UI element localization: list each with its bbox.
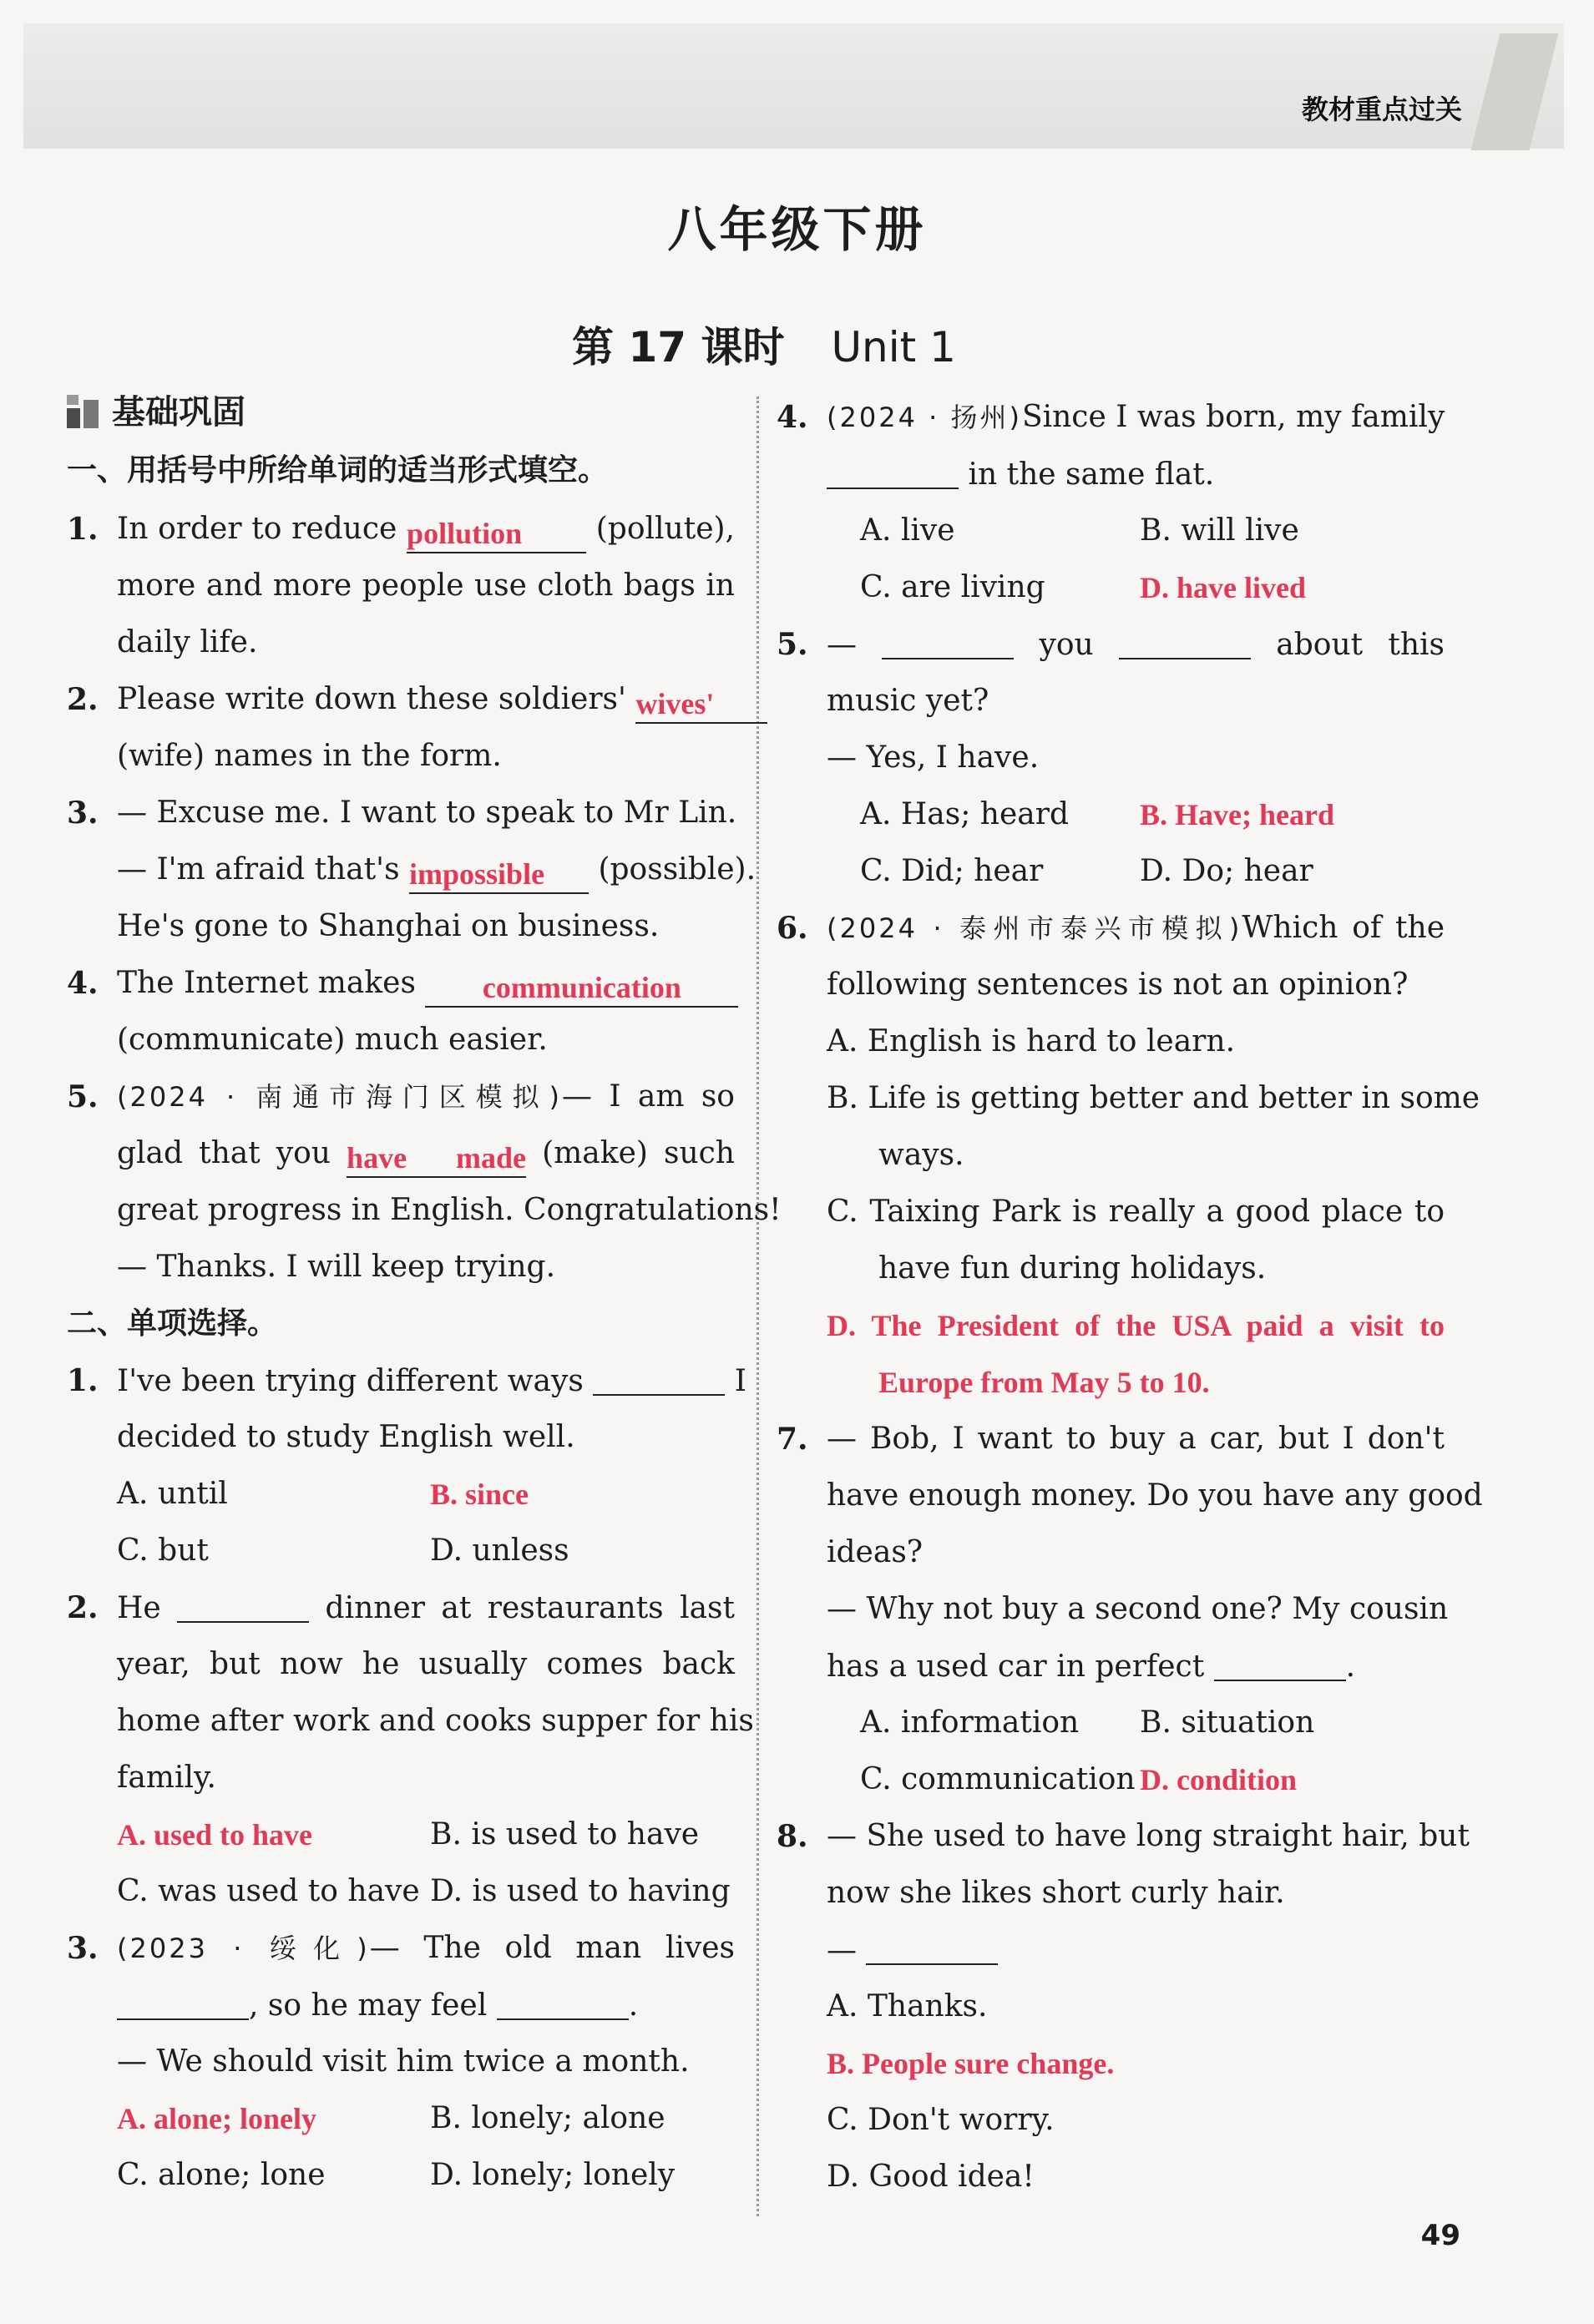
answer-blank[interactable]: wives' [635, 685, 767, 724]
option-a[interactable]: A. until [117, 1477, 228, 1511]
option-c[interactable]: C. but [117, 1533, 209, 1568]
lesson-title [0, 314, 1528, 374]
option-d-correct[interactable]: D. The President of the USA paid a visit to [827, 1309, 1445, 1342]
option-b[interactable]: B. will live [1140, 513, 1299, 548]
option-c[interactable]: C. Did; hear [860, 854, 1044, 888]
mc-q8: 8. — She used to have long straight hair, but [777, 1819, 1470, 1854]
option-c[interactable]: C. Don't worry. [827, 2103, 1055, 2137]
option-c[interactable]: C. Taixing Park is really a good place to [827, 1195, 1445, 1229]
answer-blank[interactable] [827, 451, 959, 489]
option-c[interactable]: C. alone; lone [117, 2158, 326, 2192]
option-a-correct[interactable]: A. used to have [117, 1818, 313, 1852]
answer-blank[interactable] [1214, 1643, 1346, 1681]
mc-q5: 5. — you about this [777, 616, 1445, 673]
fill-q4: 4. The Internet makes communication [67, 955, 735, 1012]
option-b[interactable]: B. Life is getting better and better in some [827, 1081, 1480, 1115]
answer-blank[interactable]: pollution [407, 515, 586, 553]
answer-blank[interactable] [497, 1982, 629, 2020]
option-d[interactable]: D. Do; hear [1140, 854, 1313, 888]
fill-q3: 3. — Excuse me. I want to speak to Mr Lin. [67, 796, 737, 831]
page-number: 49 [1420, 2219, 1460, 2252]
question-source: (2023 · 绥化) [117, 1932, 370, 1964]
answer-blank[interactable] [177, 1584, 309, 1623]
mc-q3: 3. (2023 · 绥化)— The old man lives [67, 1931, 735, 1966]
option-a[interactable]: A. Thanks. [827, 1989, 988, 2023]
unit-name: Unit 1 [831, 323, 956, 371]
option-a[interactable]: A. live [860, 513, 955, 548]
fill-q5: 5. (2024 · 南通市海门区模拟)— I am so [67, 1079, 735, 1114]
option-c[interactable]: C. was used to have [117, 1874, 420, 1908]
book-title: 八年级下册 [667, 201, 927, 258]
answer-blank[interactable]: have made [347, 1139, 526, 1178]
lesson-number: 第 17 课时 [572, 323, 785, 371]
question-source: (2024 · 泰州市泰兴市模拟) [827, 912, 1242, 944]
option-b[interactable]: B. situation [1140, 1705, 1315, 1740]
column-divider [757, 397, 759, 2216]
fill-q2: 2. Please write down these soldiers' wives' [67, 671, 735, 728]
option-d[interactable]: D. is used to having [430, 1874, 731, 1908]
question-source: (2024 · 扬州) [827, 402, 1022, 433]
mc-q2: 2. He dinner at restaurants last [67, 1579, 735, 1636]
option-d-correct[interactable]: D. condition [1140, 1763, 1298, 1796]
option-a[interactable]: A. information [860, 1705, 1080, 1740]
option-d[interactable]: D. Good idea! [827, 2160, 1035, 2194]
option-a[interactable]: A. English is hard to learn. [827, 1024, 1236, 1058]
option-d[interactable]: D. unless [430, 1533, 569, 1568]
option-b-correct[interactable]: B. since [430, 1478, 529, 1511]
mc-q7: 7. — Bob, I want to buy a car, but I don't [777, 1422, 1445, 1457]
mc-q4: 4. (2024 · 扬州)Since I was born, my family [777, 400, 1445, 435]
answer-blank[interactable] [882, 621, 1014, 659]
option-b-correct[interactable]: B. Have; heard [1140, 798, 1334, 831]
mc-q1: 1. I've been trying different ways I [67, 1352, 735, 1409]
option-a-correct[interactable]: A. alone; lonely [117, 2102, 316, 2135]
answer-blank[interactable] [1119, 621, 1251, 659]
option-c[interactable]: C. communication [860, 1762, 1136, 1796]
option-d-correct[interactable]: D. have lived [1140, 571, 1307, 604]
answer-blank[interactable]: impossible [409, 856, 589, 894]
option-b[interactable]: B. lonely; alone [430, 2101, 665, 2135]
part2-heading: 二、单项选择。 [67, 1306, 278, 1341]
blocks-icon [67, 395, 100, 428]
option-b-correct[interactable]: B. People sure change. [827, 2047, 1115, 2080]
basics-heading: 基础巩固 [67, 384, 735, 441]
part1-heading: 一、用括号中所给单词的适当形式填空。 [67, 453, 609, 488]
answer-blank[interactable] [866, 1927, 998, 1965]
option-a[interactable]: A. Has; heard [860, 797, 1069, 831]
section-label: 教材重点过关 [1301, 93, 1462, 125]
answer-blank[interactable]: communication [425, 969, 738, 1008]
option-c[interactable]: C. are living [860, 570, 1045, 604]
question-source: (2024 · 南通市海门区模拟) [117, 1081, 562, 1113]
header-band [23, 23, 1564, 149]
option-d[interactable]: D. lonely; lonely [430, 2158, 676, 2192]
answer-blank[interactable] [117, 1982, 249, 2020]
option-b[interactable]: B. is used to have [430, 1817, 700, 1852]
fill-q1: 1. In order to reduce pollution (pollute), [67, 501, 735, 558]
answer-blank[interactable] [593, 1357, 725, 1396]
mc-q6: 6. (2024 · 泰州市泰兴市模拟)Which of the [777, 911, 1445, 946]
